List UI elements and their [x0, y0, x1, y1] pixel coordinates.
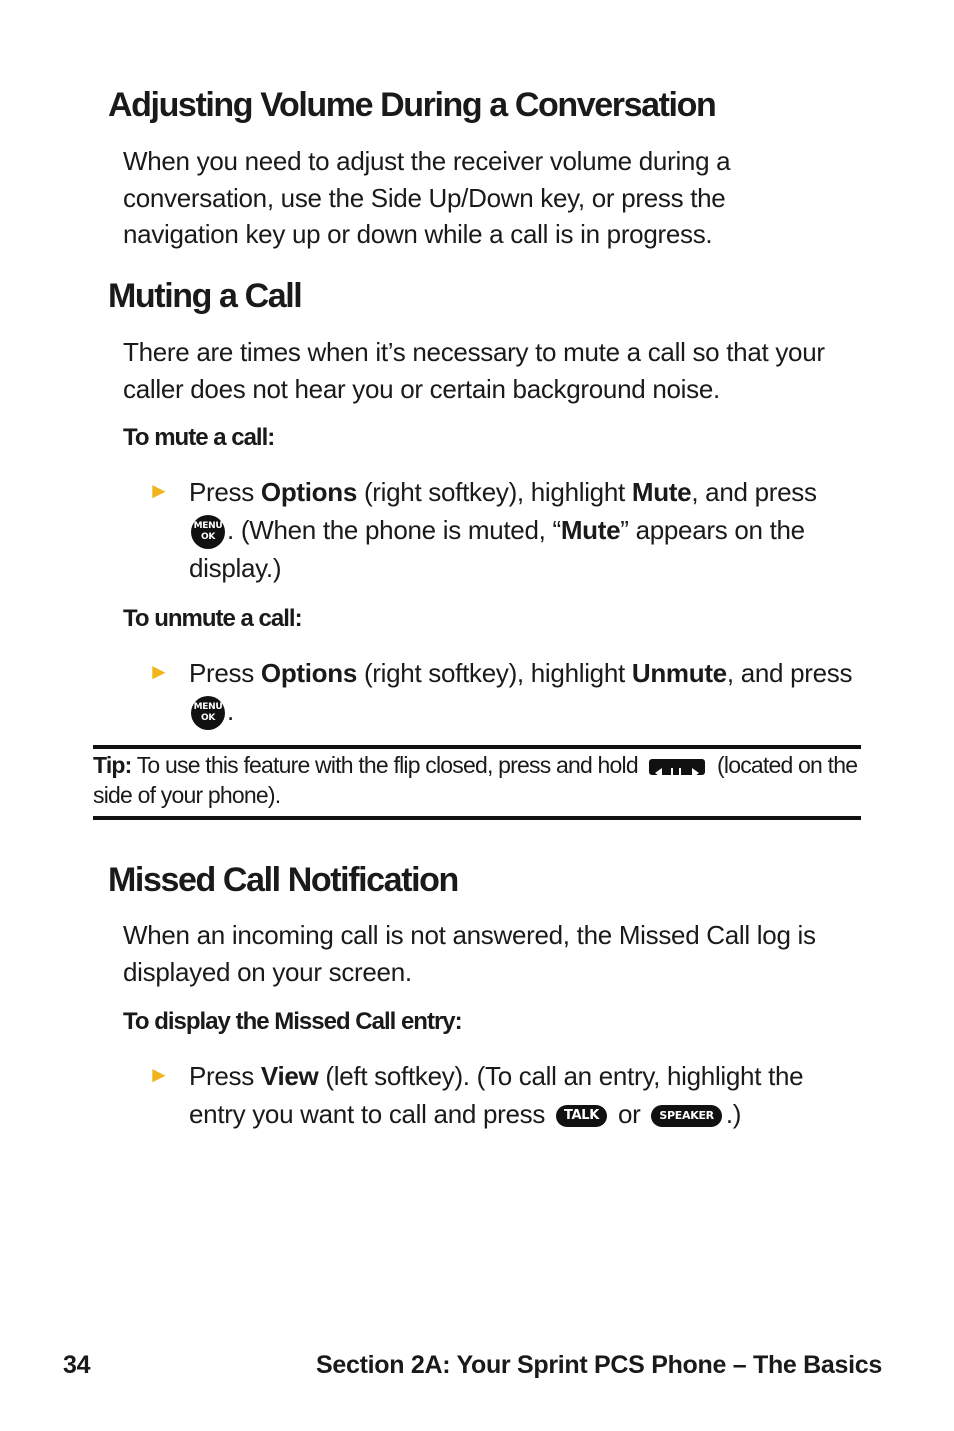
speaker-key-icon: SPEAKER — [651, 1105, 721, 1127]
tip-bottom-rule — [93, 816, 861, 820]
tip-label: Tip: — [93, 752, 132, 778]
paragraph-missed-call: When an incoming call is not answered, the Missed Call log is displayed on your screen. — [123, 920, 816, 987]
right-triangle-icon: ► — [148, 1062, 170, 1087]
right-triangle-icon: ► — [148, 659, 170, 684]
tip-box: Tip: To use this feature with the flip closed, press and hold (located on the side of your phone). — [93, 752, 858, 808]
heading-missed-call: Missed Call Notification — [108, 861, 458, 899]
subheading-to-mute: To mute a call: — [123, 424, 275, 451]
subheading-display-missed: To display the Missed Call entry: — [123, 1008, 462, 1035]
side-key-icon — [649, 759, 705, 775]
page-number: 34 — [63, 1351, 91, 1379]
step-mute: Press Options (right softkey), highlight Mute, and press MENU OK . (When the phone is muted, “Mute” appears on the display.) — [189, 477, 817, 584]
footer-section-title: Section 2A: Your Sprint PCS Phone – The Basics — [316, 1351, 882, 1379]
tip-top-rule — [93, 745, 861, 749]
heading-adjusting-volume: Adjusting Volume During a Conversation — [108, 86, 716, 124]
talk-key-icon: TALK — [556, 1105, 607, 1127]
paragraph-muting-call: There are times when it’s necessary to mute a call so that your caller does not hear you or certain background noise. — [123, 337, 825, 404]
right-triangle-icon: ► — [148, 478, 170, 503]
subheading-to-unmute: To unmute a call: — [123, 605, 302, 632]
heading-muting-call: Muting a Call — [108, 277, 302, 315]
step-view-missed: Press View (left softkey). (To call an entry, highlight the entry you want to call and press TALK or SPEAKER .) — [189, 1061, 804, 1129]
paragraph-adjusting-volume: When you need to adjust the receiver volume during a conversation, use the Side Up/Down key, or press the navigation key up or down while a call is in progress. — [123, 146, 731, 249]
menu-ok-key-icon: MENU OK — [191, 696, 225, 730]
step-unmute: Press Options (right softkey), highlight Unmute, and press MENU OK . — [189, 654, 859, 730]
menu-ok-key-icon: MENU OK — [191, 515, 225, 549]
